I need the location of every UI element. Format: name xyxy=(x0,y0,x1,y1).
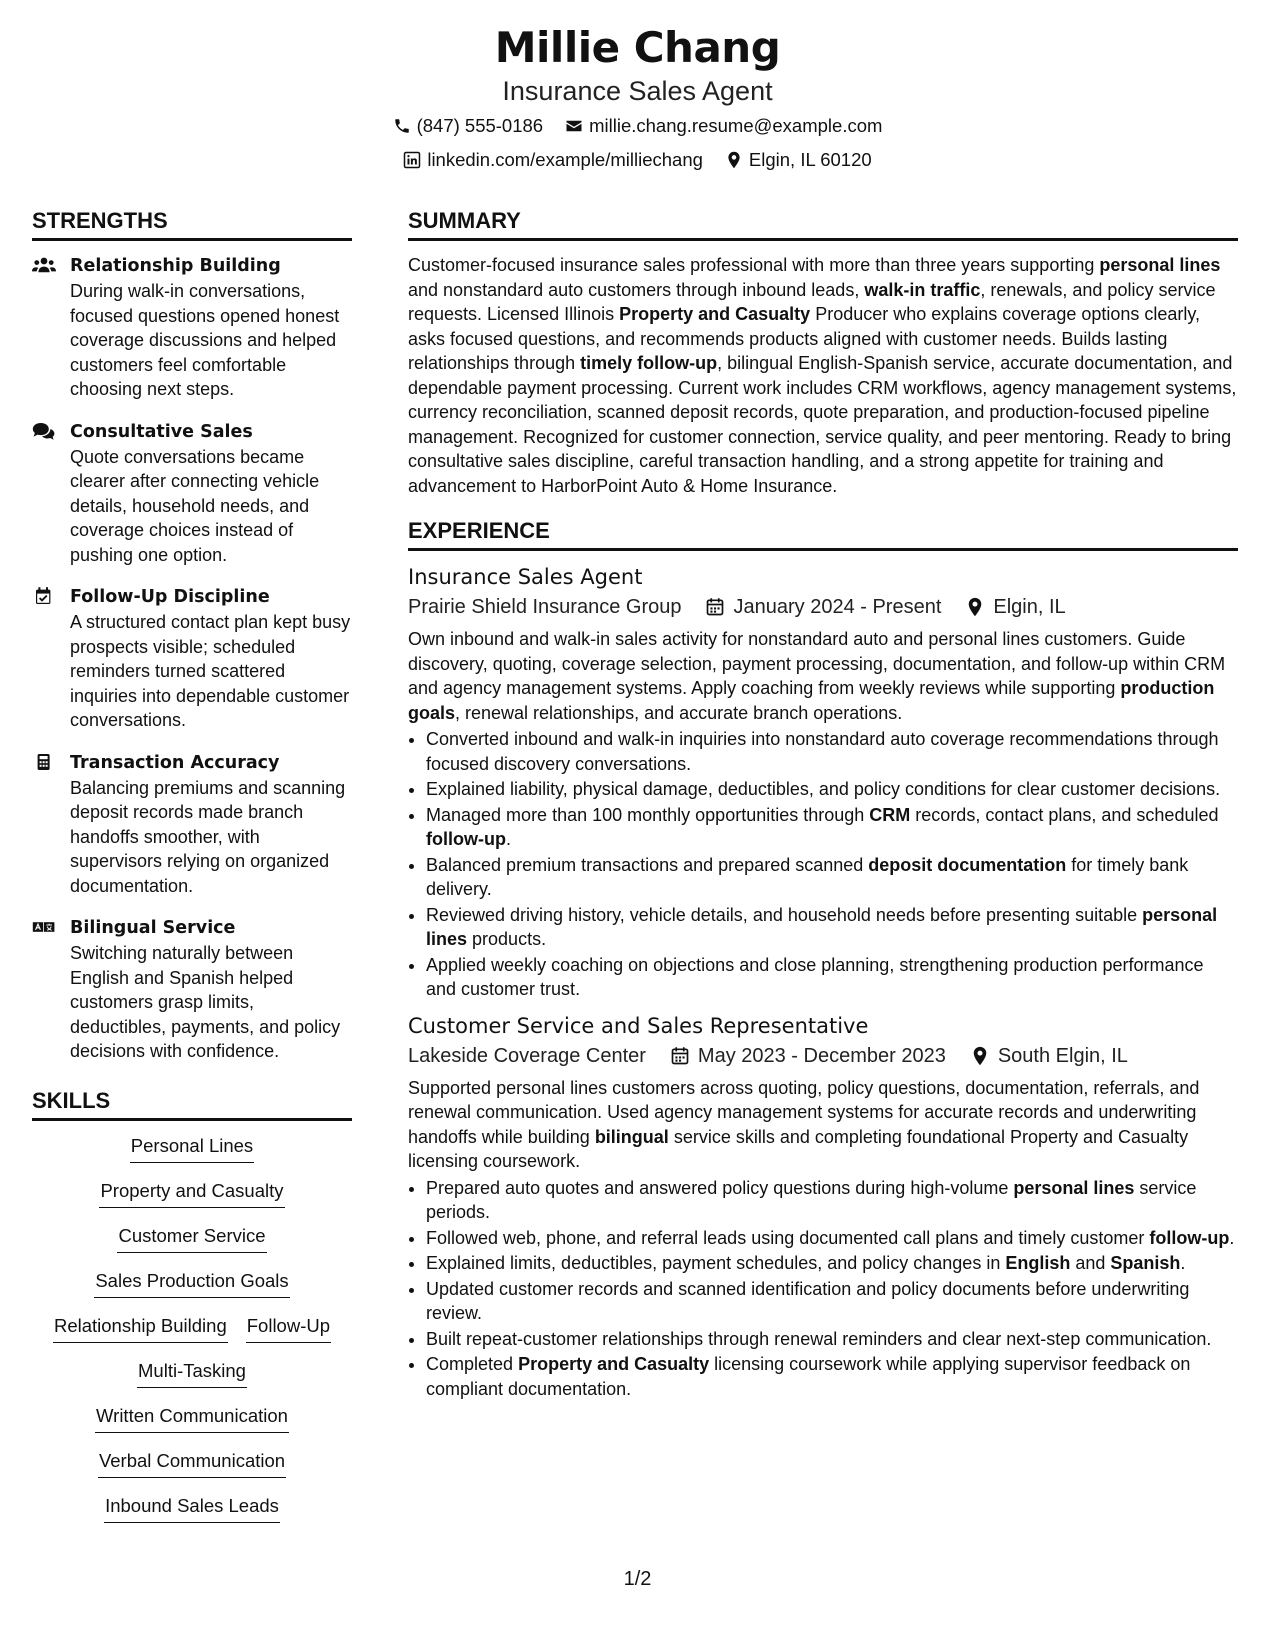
contact-row-1 xyxy=(0,110,1275,142)
job-bullet: • Prepared auto quotes and answered policy questions during high-volume personal lines service periods. xyxy=(426,1176,1238,1225)
job-company: Prairie Shield Insurance Group xyxy=(408,596,682,618)
bold-phrase: production goals xyxy=(408,678,1215,723)
bold-phrase: bilingual xyxy=(594,1126,669,1147)
job-bullet: • Followed web, phone, and referral leads using documented call plans and timely customer follow-up. xyxy=(426,1226,1238,1251)
phone-icon xyxy=(393,117,411,135)
job-bullet: • Explained liability, physical damage, deductibles, and policy conditions for clear customer decisions. xyxy=(426,777,1238,802)
job-bullet: • Managed more than 100 monthly opportunities through CRM records, contact plans, and scheduled follow-up. xyxy=(426,803,1238,852)
job-entry xyxy=(408,1012,1238,1402)
map-marker-icon xyxy=(970,1046,990,1066)
summary-text: Customer-focused insurance sales professional with more than three years supporting personal lines and nonstandard auto customers through inbound leads, walk-in traffic, renewals, and policy service requests. Licensed Illinois Property and Casualty Producer who explains coverage options clearly, asks focused questions, and recommends products aligned with customer needs. Builds lasting relationships through timely follow-up, bilingual English-Spanish service, accurate documentation, and dependable payment processing. Current work includes CRM workflows, agency management systems, currency reconciliation, scanned deposit records, quote preparation, and production-focused pipeline management. Recognized for customer connection, service quality, and peer mentoring. Ready to bring consultative sales discipline, careful transaction handling, and a strong appetite for training and advancement to HarborPoint Auto & Home Insurance. xyxy=(408,255,1237,496)
bold-phrase: Property and Casualty xyxy=(518,1354,710,1374)
skill-tag: Written Communication xyxy=(95,1403,289,1433)
skill-tag: Relationship Building xyxy=(53,1313,228,1343)
bold-phrase: deposit documentation xyxy=(868,854,1067,875)
skill-tag: Verbal Communication xyxy=(98,1448,286,1478)
calendar-check-icon xyxy=(32,586,56,606)
bold-phrase: Spanish xyxy=(1110,1253,1181,1273)
candidate-name: Millie Chang xyxy=(494,23,781,72)
job-bullet: • Updated customer records and scanned identification and policy documents before underwriting review. xyxy=(426,1277,1238,1326)
skill-tag: Sales Production Goals xyxy=(94,1268,289,1298)
strength-title: Follow-Up Discipline xyxy=(70,587,270,607)
bold-phrase: timely follow-up xyxy=(580,353,718,373)
strength-title: Transaction Accuracy xyxy=(70,752,280,773)
email-text: millie.chang.resume@example.com xyxy=(589,115,883,136)
strength-title: Relationship Building xyxy=(70,256,281,276)
skill-tag: Inbound Sales Leads xyxy=(104,1493,280,1523)
strength-item xyxy=(32,750,352,899)
strength-item xyxy=(32,584,352,733)
skill-tag: Follow-Up xyxy=(246,1313,331,1343)
email-contact[interactable] xyxy=(565,110,882,142)
strength-desc: Balancing premiums and scanning deposit records made branch handoffs smoother, with supervisors relying on organized documentation. xyxy=(70,777,346,896)
linkedin-contact[interactable] xyxy=(403,144,703,176)
job-bullet: • Reviewed driving history, vehicle details, and household needs before presenting suitable personal lines products. xyxy=(426,903,1238,952)
job-description: Supported personal lines customers across quoting, policy questions, documentation, referrals, and renewal communication. Used agency management systems for accurate records and underwriting handoffs while building bilingual service skills and completing foundational Property and Casualty licensing coursework. xyxy=(408,1077,1200,1171)
strength-title: Consultative Sales xyxy=(70,421,253,442)
job-bullet: • Balanced premium transactions and prepared scanned deposit documentation for timely bank delivery. xyxy=(426,853,1238,902)
candidate-title: Insurance Sales Agent xyxy=(502,76,773,106)
job-location: Elgin, IL xyxy=(993,596,1066,618)
map-marker-icon xyxy=(725,151,743,169)
resume-header xyxy=(0,22,1275,176)
job-location: South Elgin, IL xyxy=(997,1044,1128,1067)
bold-phrase: walk-in traffic xyxy=(864,279,981,300)
comments-icon xyxy=(32,421,56,441)
job-meta xyxy=(408,591,1238,623)
bold-phrase: follow-up xyxy=(426,829,506,849)
bold-phrase: personal lines xyxy=(426,904,1218,949)
right-column xyxy=(408,206,1238,1402)
strength-item xyxy=(32,419,352,568)
job-bullet: • Completed Property and Casualty licensing coursework while applying supervisor feedback on compliant documentation. xyxy=(426,1352,1238,1401)
job-bullet: • Built repeat-customer relationships through renewal reminders and clear next-step communication. xyxy=(426,1327,1238,1352)
linkedin-icon xyxy=(403,151,421,169)
job-bullets xyxy=(426,1176,1238,1402)
strength-item xyxy=(32,253,352,402)
job-title: Customer Service and Sales Representative xyxy=(408,1013,869,1038)
strength-desc: During walk-in conversations, focused questions opened honest coverage discussions and helped customers feel comfortable choosing next steps. xyxy=(70,281,340,399)
strength-title: Bilingual Service xyxy=(70,918,236,938)
left-column xyxy=(32,206,352,1538)
skill-tag: Customer Service xyxy=(117,1223,266,1253)
job-bullet: • Applied weekly coaching on objections and close planning, strengthening production performance and customer trust. xyxy=(426,953,1238,1002)
users-icon xyxy=(32,255,56,275)
location-text: Elgin, IL 60120 xyxy=(748,149,872,170)
language-icon xyxy=(32,917,56,937)
job-description: Own inbound and walk-in sales activity for nonstandard auto and personal lines customers. Guide discovery, quoting, coverage selection, payment processing, documentation, and follow-up within CRM and agency management systems. Apply coaching from weekly reviews while supporting production goals, renewal relationships, and accurate branch operations. xyxy=(408,629,1226,723)
bold-phrase: follow-up xyxy=(1149,1227,1230,1248)
skill-tag: Personal Lines xyxy=(130,1133,254,1163)
bold-phrase: Property and Casualty xyxy=(619,304,811,324)
calendar-icon xyxy=(705,597,725,617)
map-marker-icon xyxy=(965,597,985,617)
location-contact xyxy=(725,144,872,176)
envelope-icon xyxy=(565,117,583,135)
linkedin-text: linkedin.com/example/milliechang xyxy=(427,149,703,170)
bold-phrase: CRM xyxy=(869,804,911,825)
summary-heading: SUMMARY xyxy=(408,206,1238,241)
page-number: 1/2 xyxy=(623,1568,652,1590)
skill-tag: Property and Casualty xyxy=(99,1178,284,1208)
job-title: Insurance Sales Agent xyxy=(408,565,643,589)
phone-text: (847) 555-0186 xyxy=(416,115,544,136)
strength-desc: Quote conversations became clearer after connecting vehicle details, household needs, and coverage choices instead of pushing one option. xyxy=(70,446,320,565)
job-dates: May 2023 - December 2023 xyxy=(697,1044,946,1067)
job-bullets xyxy=(426,727,1238,1002)
job-bullet: • Explained limits, deductibles, payment schedules, and policy changes in English and Spanish. xyxy=(426,1251,1238,1276)
job-bullet: • Converted inbound and walk-in inquiries into nonstandard auto coverage recommendations through focused discovery conversations. xyxy=(426,727,1238,776)
contact-row-2 xyxy=(0,144,1275,176)
phone-contact[interactable] xyxy=(393,110,544,142)
skills-heading: SKILLS xyxy=(32,1086,352,1121)
experience-heading: EXPERIENCE xyxy=(408,516,1238,551)
skill-tag: Multi-Tasking xyxy=(137,1358,247,1388)
job-dates: January 2024 - Present xyxy=(733,596,942,618)
job-entry xyxy=(408,563,1238,1002)
bold-phrase: personal lines xyxy=(1013,1177,1135,1198)
job-meta xyxy=(408,1040,1238,1072)
job-company: Lakeside Coverage Center xyxy=(408,1044,646,1067)
bold-phrase: personal lines xyxy=(1099,255,1221,275)
strength-item xyxy=(32,915,352,1064)
calculator-icon xyxy=(32,752,56,772)
bold-phrase: English xyxy=(1005,1253,1071,1273)
calendar-icon xyxy=(670,1046,690,1066)
strength-desc: Switching naturally between English and Spanish helped customers grasp limits, deductibles, payments, and policy decisions with confidence. xyxy=(70,943,341,1061)
strength-desc: A structured contact plan kept busy prospects visible; scheduled reminders turned scattered inquiries into dependable customer conversations. xyxy=(70,612,351,730)
skills-list xyxy=(32,1133,352,1538)
strengths-heading: STRENGTHS xyxy=(32,206,352,241)
